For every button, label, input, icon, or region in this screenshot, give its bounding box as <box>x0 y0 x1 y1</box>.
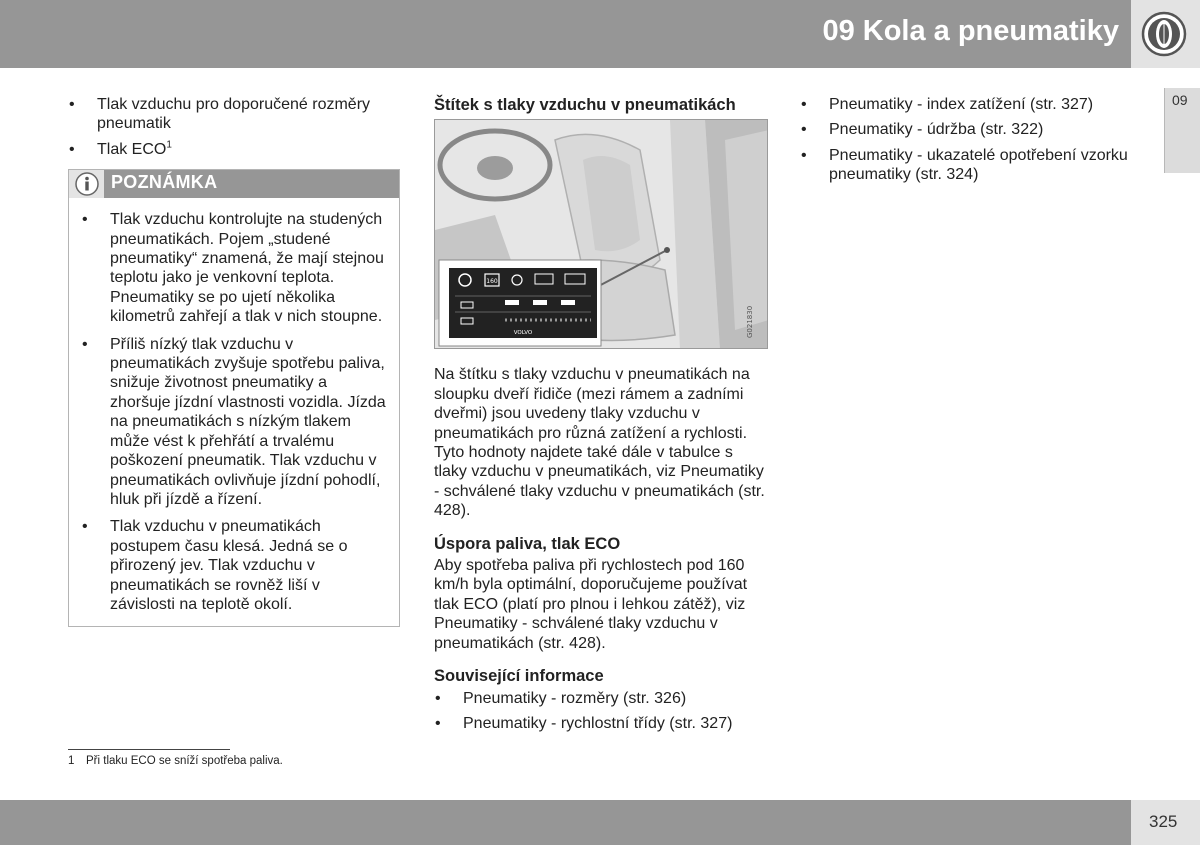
page-number: 325 <box>1149 812 1178 831</box>
list-item: • Tlak ECO$^1$ <box>68 140 400 159</box>
car-interior-illustration <box>435 120 768 349</box>
section-heading: Související informace <box>434 667 604 686</box>
footnote <box>68 755 283 767</box>
column-right <box>800 95 1130 191</box>
info-icon <box>75 172 99 196</box>
list-item: • Tlak vzduchu v pneumatikách postupem času klesá. Jedná se o přirozený jev. Tlak vzduchu v pneumatikách se rovněž liší v závislosti na teplotě okolí. <box>81 517 389 614</box>
chapter-tab-label: 09 <box>1172 92 1188 108</box>
tire-icon <box>1141 11 1187 57</box>
section-heading: Úspora paliva, tlak ECO <box>434 534 621 553</box>
list-item: • Pneumatiky - ukazatelé opotřebení vzorku pneumatiky (str. 324) <box>800 146 1130 185</box>
footnote-number: 1 <box>68 755 75 767</box>
list-item: • Pneumatiky - rychlostní třídy (str. 327) <box>434 714 768 733</box>
pressure-types-list <box>68 95 400 159</box>
page-footer <box>0 800 1131 845</box>
related-info-list <box>434 689 768 734</box>
label-brand-text: VOLVO <box>513 330 533 337</box>
page-number-box <box>1131 800 1200 845</box>
column-middle <box>434 96 768 739</box>
label-speed-text: 160 <box>486 278 498 286</box>
image-code: G021830 <box>746 306 754 339</box>
paragraph: Na štítku s tlaky vzduchu v pneumatikách na sloupku dveří řidiče (mezi rámem a zadními dveřmi) jsou uvedeny tlaky vzduchu v pneumatikách pro různá zatížení a rychlosti. Tyto hodnoty najdete také dále v tabulce s tlaky vzduchu v pneumatikách, viz Pneumatiky - schválené tlaky vzduchu v pneumatikách (str. 428). <box>434 366 765 520</box>
paragraph: Aby spotřeba paliva při rychlostech pod 160 km/h byla optimální, doporučujeme používat tlak ECO (platí pro plnou i lehkou zátěž), viz Pneumatiky - schválené tlaky vzduchu v pneumatikách (str. 428). <box>434 557 748 652</box>
note-header <box>69 170 399 198</box>
note-box <box>68 169 400 627</box>
note-title: POZNÁMKA <box>111 172 218 193</box>
footnote-ref: 1 <box>166 139 172 151</box>
section-heading: Štítek s tlaky vzduchu v pneumatikách <box>434 96 736 114</box>
list-item: • Tlak vzduchu pro doporučené rozměry pneumatik <box>68 95 400 134</box>
chapter-tab <box>1164 88 1200 173</box>
related-info-list <box>800 95 1130 185</box>
page-header <box>0 0 1131 68</box>
column-left <box>68 95 400 627</box>
list-item: • Pneumatiky - rozměry (str. 326) <box>434 689 768 708</box>
footnote-divider <box>68 749 230 750</box>
chapter-title: 09 Kola a pneumatiky <box>822 15 1119 47</box>
note-body <box>69 198 399 626</box>
list-item: • Pneumatiky - index zatížení (str. 327) <box>800 95 1130 114</box>
footnote-text: Při tlaku ECO se sníží spotřeba paliva. <box>86 755 283 767</box>
list-item: • Příliš nízký tlak vzduchu v pneumatikách zvyšuje spotřebu paliva, snižuje životnost pneumatiky a zhoršuje jízdní vlastnosti vozidla. Jízda na pneumatikách s nízkým tlakem může vést k přehřátí a trvalému poškození pneumatik. Tlak vzduchu v pneumatikách ovlivňuje jízdní pohodlí, hluk při jízdě a řízení. <box>81 335 389 510</box>
tire-pressure-label-photo <box>434 119 768 349</box>
list-item: • Tlak vzduchu kontrolujte na studených pneumatikách. Pojem „studené pneumatiky“ znamená, že mají stejnou teplotu jako je venkovní teplota. Pneumatiky se po ujetí několika kilometrů zahřejí a tlak v nich stoupne. <box>81 210 389 326</box>
chapter-icon-box <box>1131 0 1200 68</box>
list-item: • Pneumatiky - údržba (str. 322) <box>800 120 1130 139</box>
